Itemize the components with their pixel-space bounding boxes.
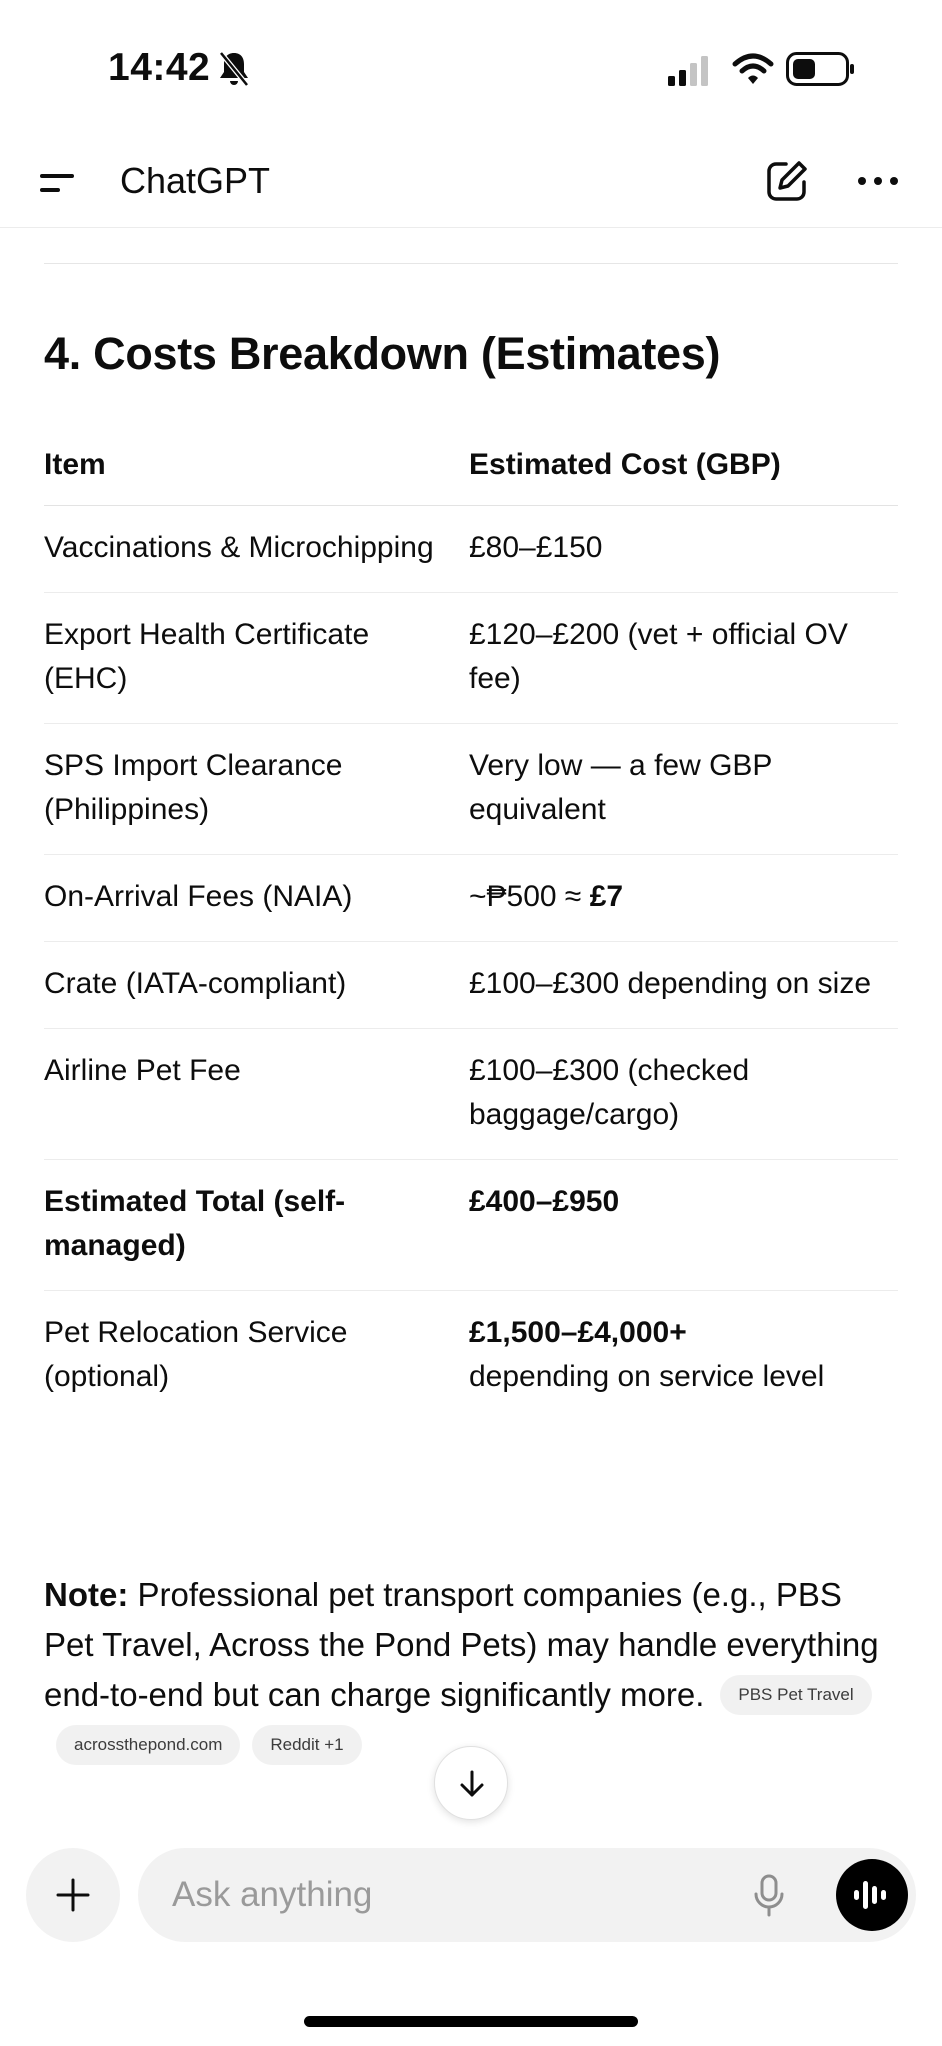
table-row bbox=[44, 854, 898, 941]
row-cost-emphasis: £1,500–£4,000+ bbox=[469, 1315, 687, 1349]
waveform-icon bbox=[853, 1877, 891, 1913]
status-time: 14:42 bbox=[108, 46, 211, 89]
app-title[interactable]: ChatGPT bbox=[120, 160, 271, 201]
more-options-icon[interactable] bbox=[854, 170, 902, 192]
battery-icon bbox=[786, 52, 856, 86]
table-row bbox=[44, 1028, 898, 1159]
table-row bbox=[44, 723, 898, 854]
row-cost: £100–£300 (checked baggage/cargo) bbox=[469, 1053, 750, 1131]
app-header bbox=[0, 140, 942, 228]
row-cost: £100–£300 depending on size bbox=[469, 966, 872, 1000]
status-bar bbox=[0, 0, 942, 140]
note-text: Professional pet transport companies (e.g., PBS Pet Travel, Across the Pond Pets) may handle everything end-to-end but can charge significantly more. bbox=[44, 1576, 879, 1713]
wifi-icon bbox=[732, 52, 774, 86]
scroll-to-bottom-button[interactable] bbox=[434, 1746, 508, 1820]
microphone-icon[interactable] bbox=[752, 1874, 786, 1918]
table-row bbox=[44, 1290, 898, 1421]
row-item: Estimated Total (self-managed) bbox=[44, 1184, 346, 1262]
section-divider bbox=[44, 263, 898, 264]
row-item: Vaccinations & Microchipping bbox=[44, 530, 434, 564]
row-cost bbox=[469, 854, 898, 941]
row-item: Export Health Certificate (EHC) bbox=[44, 617, 370, 695]
add-attachment-button[interactable] bbox=[26, 1848, 120, 1942]
source-chip[interactable]: acrossthepond.com bbox=[56, 1725, 240, 1765]
arrow-down-icon bbox=[456, 1768, 488, 1800]
new-chat-icon[interactable] bbox=[764, 158, 810, 204]
plus-icon bbox=[55, 1877, 91, 1913]
source-chip[interactable]: Reddit +1 bbox=[252, 1725, 361, 1765]
note-label: Note: bbox=[44, 1576, 129, 1613]
table-row bbox=[44, 941, 898, 1028]
section-heading: 4. Costs Breakdown (Estimates) bbox=[44, 328, 721, 379]
composer bbox=[138, 1848, 916, 1942]
bell-slash-icon bbox=[218, 50, 250, 88]
row-cost-prefix: ~₱500 ≈ bbox=[469, 879, 590, 913]
row-cost: Very low — a few GBP equivalent bbox=[469, 748, 772, 826]
column-header-item: Item bbox=[44, 448, 106, 481]
table-header-row bbox=[44, 425, 898, 505]
source-chip[interactable]: PBS Pet Travel bbox=[720, 1675, 871, 1715]
row-item: Airline Pet Fee bbox=[44, 1053, 241, 1087]
table-row-total bbox=[44, 1159, 898, 1290]
row-cost: £400–£950 bbox=[469, 1184, 620, 1218]
menu-icon[interactable] bbox=[38, 166, 82, 202]
table-row bbox=[44, 592, 898, 723]
home-indicator bbox=[304, 2016, 638, 2027]
row-cost bbox=[469, 1290, 898, 1421]
row-cost-emphasis: £7 bbox=[589, 879, 624, 913]
row-cost: £120–£200 (vet + official OV fee) bbox=[469, 617, 848, 695]
row-item: Pet Relocation Service (optional) bbox=[44, 1315, 348, 1393]
table-row bbox=[44, 505, 898, 592]
message-input[interactable] bbox=[172, 1848, 732, 1942]
cellular-signal-icon bbox=[668, 56, 712, 86]
column-header-cost: Estimated Cost (GBP) bbox=[469, 448, 781, 481]
note-paragraph bbox=[44, 1570, 894, 1770]
row-cost: £80–£150 bbox=[469, 530, 603, 564]
costs-table bbox=[44, 425, 898, 1421]
row-item: On-Arrival Fees (NAIA) bbox=[44, 879, 353, 913]
row-cost-suffix: depending on service level bbox=[469, 1359, 825, 1393]
row-item: Crate (IATA-compliant) bbox=[44, 966, 347, 1000]
row-item: SPS Import Clearance (Philippines) bbox=[44, 748, 343, 826]
voice-mode-button[interactable] bbox=[836, 1859, 908, 1931]
